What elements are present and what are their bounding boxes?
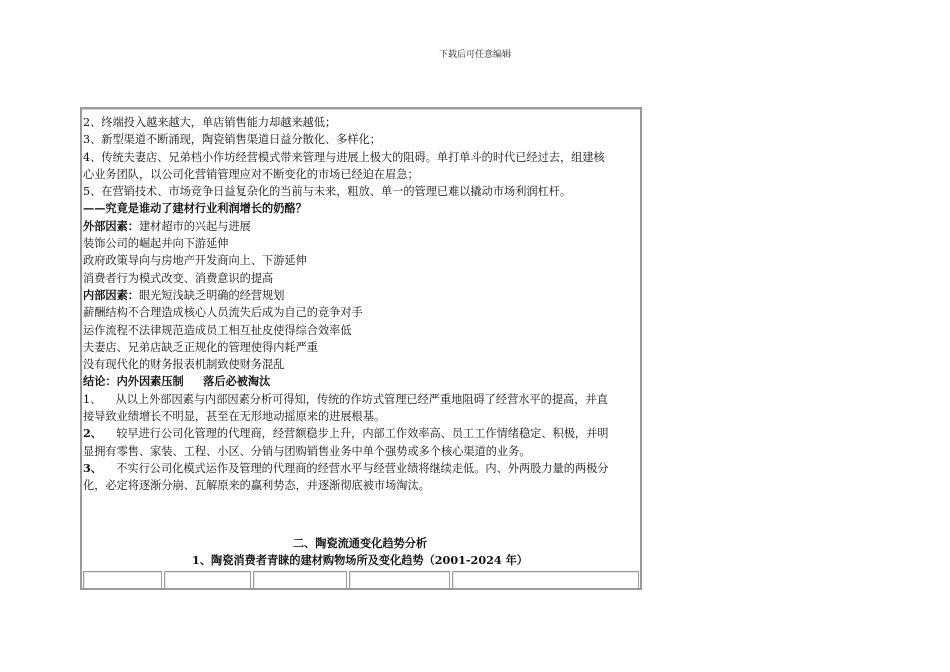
problem-4-line-1: 4、传统夫妻店、兄弟档小作坊经营模式带来管理与进展上极大的阻碍。单打单斗的时代已经过去，组建核 (83, 150, 605, 164)
conclusion-3-number: 3、 (83, 460, 102, 475)
internal-factor-1: 眼光短浅缺乏明确的经营规划 (138, 288, 285, 302)
internal-factor-4: 夫妻店、兄弟店缺乏正规化的管理使得内耗严重 (83, 340, 318, 354)
frame-top-rule (82, 109, 640, 110)
problem-5: 5、在营销技术、市场竞争日益复杂化的当前与未来，粗放、单一的管理已难以撬动市场利润杠杆。 (83, 185, 572, 199)
conclusion-3-line-2: 化，必定将逐渐分崩、瓦解原来的赢利势态，并逐渐彻底被市场淘汰。 (83, 479, 430, 493)
conclusion-3-line-1 (83, 460, 636, 477)
conclusion-1-line-1: 1、 从以上外部因素与内部因素分析可得知，传统的作坊式管理已经严重地阻碍了经营水平的提高，并直 (83, 392, 608, 406)
external-factor-1: 建材超市的兴起与进展 (138, 219, 251, 233)
subsection-title: 1、陶瓷消费者青睐的建材购物场所及变化趋势（2001-2024 年） (192, 553, 528, 567)
external-factor-4: 消费者行为模式改变、消费意识的提高 (83, 271, 274, 285)
table-cell (452, 571, 639, 589)
question-heading: ——究竟是谁动了建材行业利润增长的奶酪？ (83, 201, 307, 216)
conclusion-2-line-1 (83, 425, 636, 442)
page-header: 下载后可任意编辑 (438, 50, 511, 60)
conclusion-2-number: 2、 (83, 426, 102, 441)
conclusion-3-text: 不实行公司化模式运作及管理的代理商的经营水平与经营业绩将继续走低。内、外两股力量的两极分 (101, 461, 609, 475)
internal-factor-3: 运作流程不法律规范造成员工相互扯皮使得综合效率低 (83, 323, 352, 337)
external-factors-row (83, 218, 636, 235)
problem-4-line-2: 心业务团队，以公司化营销管理应对不断变化的市场已经迫在眉急； (83, 167, 419, 181)
conclusion-1-line-2: 接导致业绩增长不明显，甚至在无形地动摇原来的进展根基。 (83, 410, 386, 424)
table-cell (253, 571, 347, 589)
table-cell (83, 571, 162, 589)
document-body (83, 114, 636, 495)
external-factors-label: 外部因素： (83, 218, 139, 233)
problem-2: 2、终端投入越来越大，单店销售能力却越来越低； (83, 116, 337, 129)
internal-factor-2: 薪酬结构不合理造成核心人员流失后成为自己的竞争对手 (83, 306, 363, 320)
internal-factors-row (83, 287, 636, 304)
external-factor-2: 装饰公司的崛起并向下游延伸 (83, 237, 229, 251)
conclusion-2-line-2: 显拥有零售、家装、工程、小区、分销与团购销售业务中单个强势或多个核心渠道的业务。 (83, 444, 531, 458)
internal-factors-label: 内部因素： (83, 287, 139, 302)
document-frame (80, 107, 642, 590)
table-cell (164, 571, 251, 589)
table-cell (349, 571, 450, 589)
internal-factor-5: 没有现代化的财务报表机制致使财务混乱 (83, 358, 285, 372)
section-title: 二、陶瓷流通变化趋势分析 (292, 536, 428, 550)
table-header-row (83, 571, 639, 589)
external-factor-3: 政府政策导向与房地产开发商向上、下游延伸 (83, 254, 307, 268)
conclusion-heading: 结论：内外因素压制 落后必被淘汰 (83, 374, 271, 389)
problem-3: 3、新型渠道不断涌现，陶瓷销售渠道日益分散化、多样化； (83, 133, 381, 147)
conclusion-2-text: 较早进行公司化管理的代理商，经营额稳步上升，内部工作效率高、员工工作情绪稳定、积极，并明 (101, 427, 609, 441)
